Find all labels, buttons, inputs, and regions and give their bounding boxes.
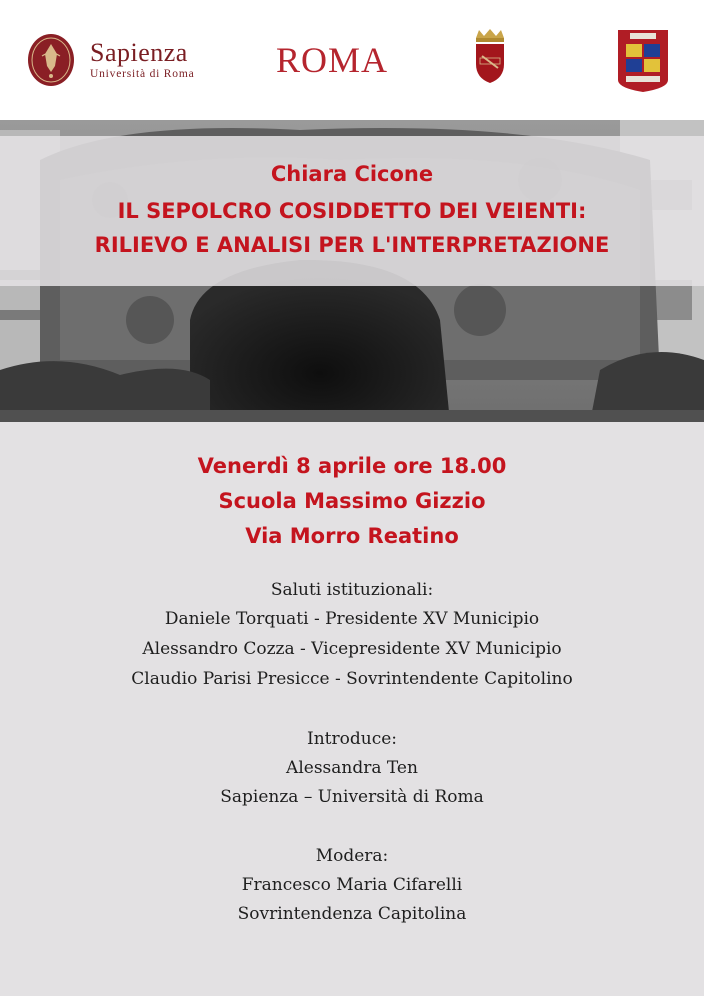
event-venue: Scuola Massimo Gizzio	[218, 489, 486, 513]
event-date: Venerdì 8 aprile ore 18.00	[197, 454, 507, 478]
saluti-item: Alessandro Cozza - Vicepresidente XV Municipio	[142, 639, 562, 659]
header-logos	[0, 0, 704, 120]
introduce-name: Alessandra Ten	[286, 758, 418, 778]
saluti-item: Daniele Torquati - Presidente XV Municipio	[164, 609, 540, 629]
talk-title-line-1: IL SEPOLCRO COSIDDETTO DEI VEIENTI:	[117, 199, 587, 223]
sapienza-name: Sapienza	[90, 38, 188, 67]
event-address: Via Morro Reatino	[245, 524, 459, 548]
introduce-heading: Introduce:	[307, 729, 397, 749]
modera-heading: Modera:	[315, 846, 389, 866]
speaker-name: Chiara Cicone	[270, 162, 434, 186]
talk-title-line-2: RILIEVO E ANALISI PER L'INTERPRETAZIONE	[94, 233, 610, 257]
modera-affiliation: Sovrintendenza Capitolina	[237, 904, 467, 924]
saluti-item: Claudio Parisi Presicce - Sovrintendente Capitolino	[131, 669, 573, 689]
modera-name: Francesco Maria Cifarelli	[241, 875, 463, 895]
roma-wordmark: ROMA	[276, 40, 389, 80]
saluti-heading: Saluti istituzionali:	[270, 580, 434, 600]
sapienza-seal-logo	[26, 32, 76, 88]
sapienza-wordmark	[90, 40, 220, 80]
sapienza-subtitle: Università di Roma	[90, 68, 195, 80]
introduce-affiliation: Sapienza – Università di Roma	[220, 787, 484, 807]
municipio-coat-of-arms	[616, 28, 670, 94]
spqr-shield-logo	[470, 28, 510, 84]
